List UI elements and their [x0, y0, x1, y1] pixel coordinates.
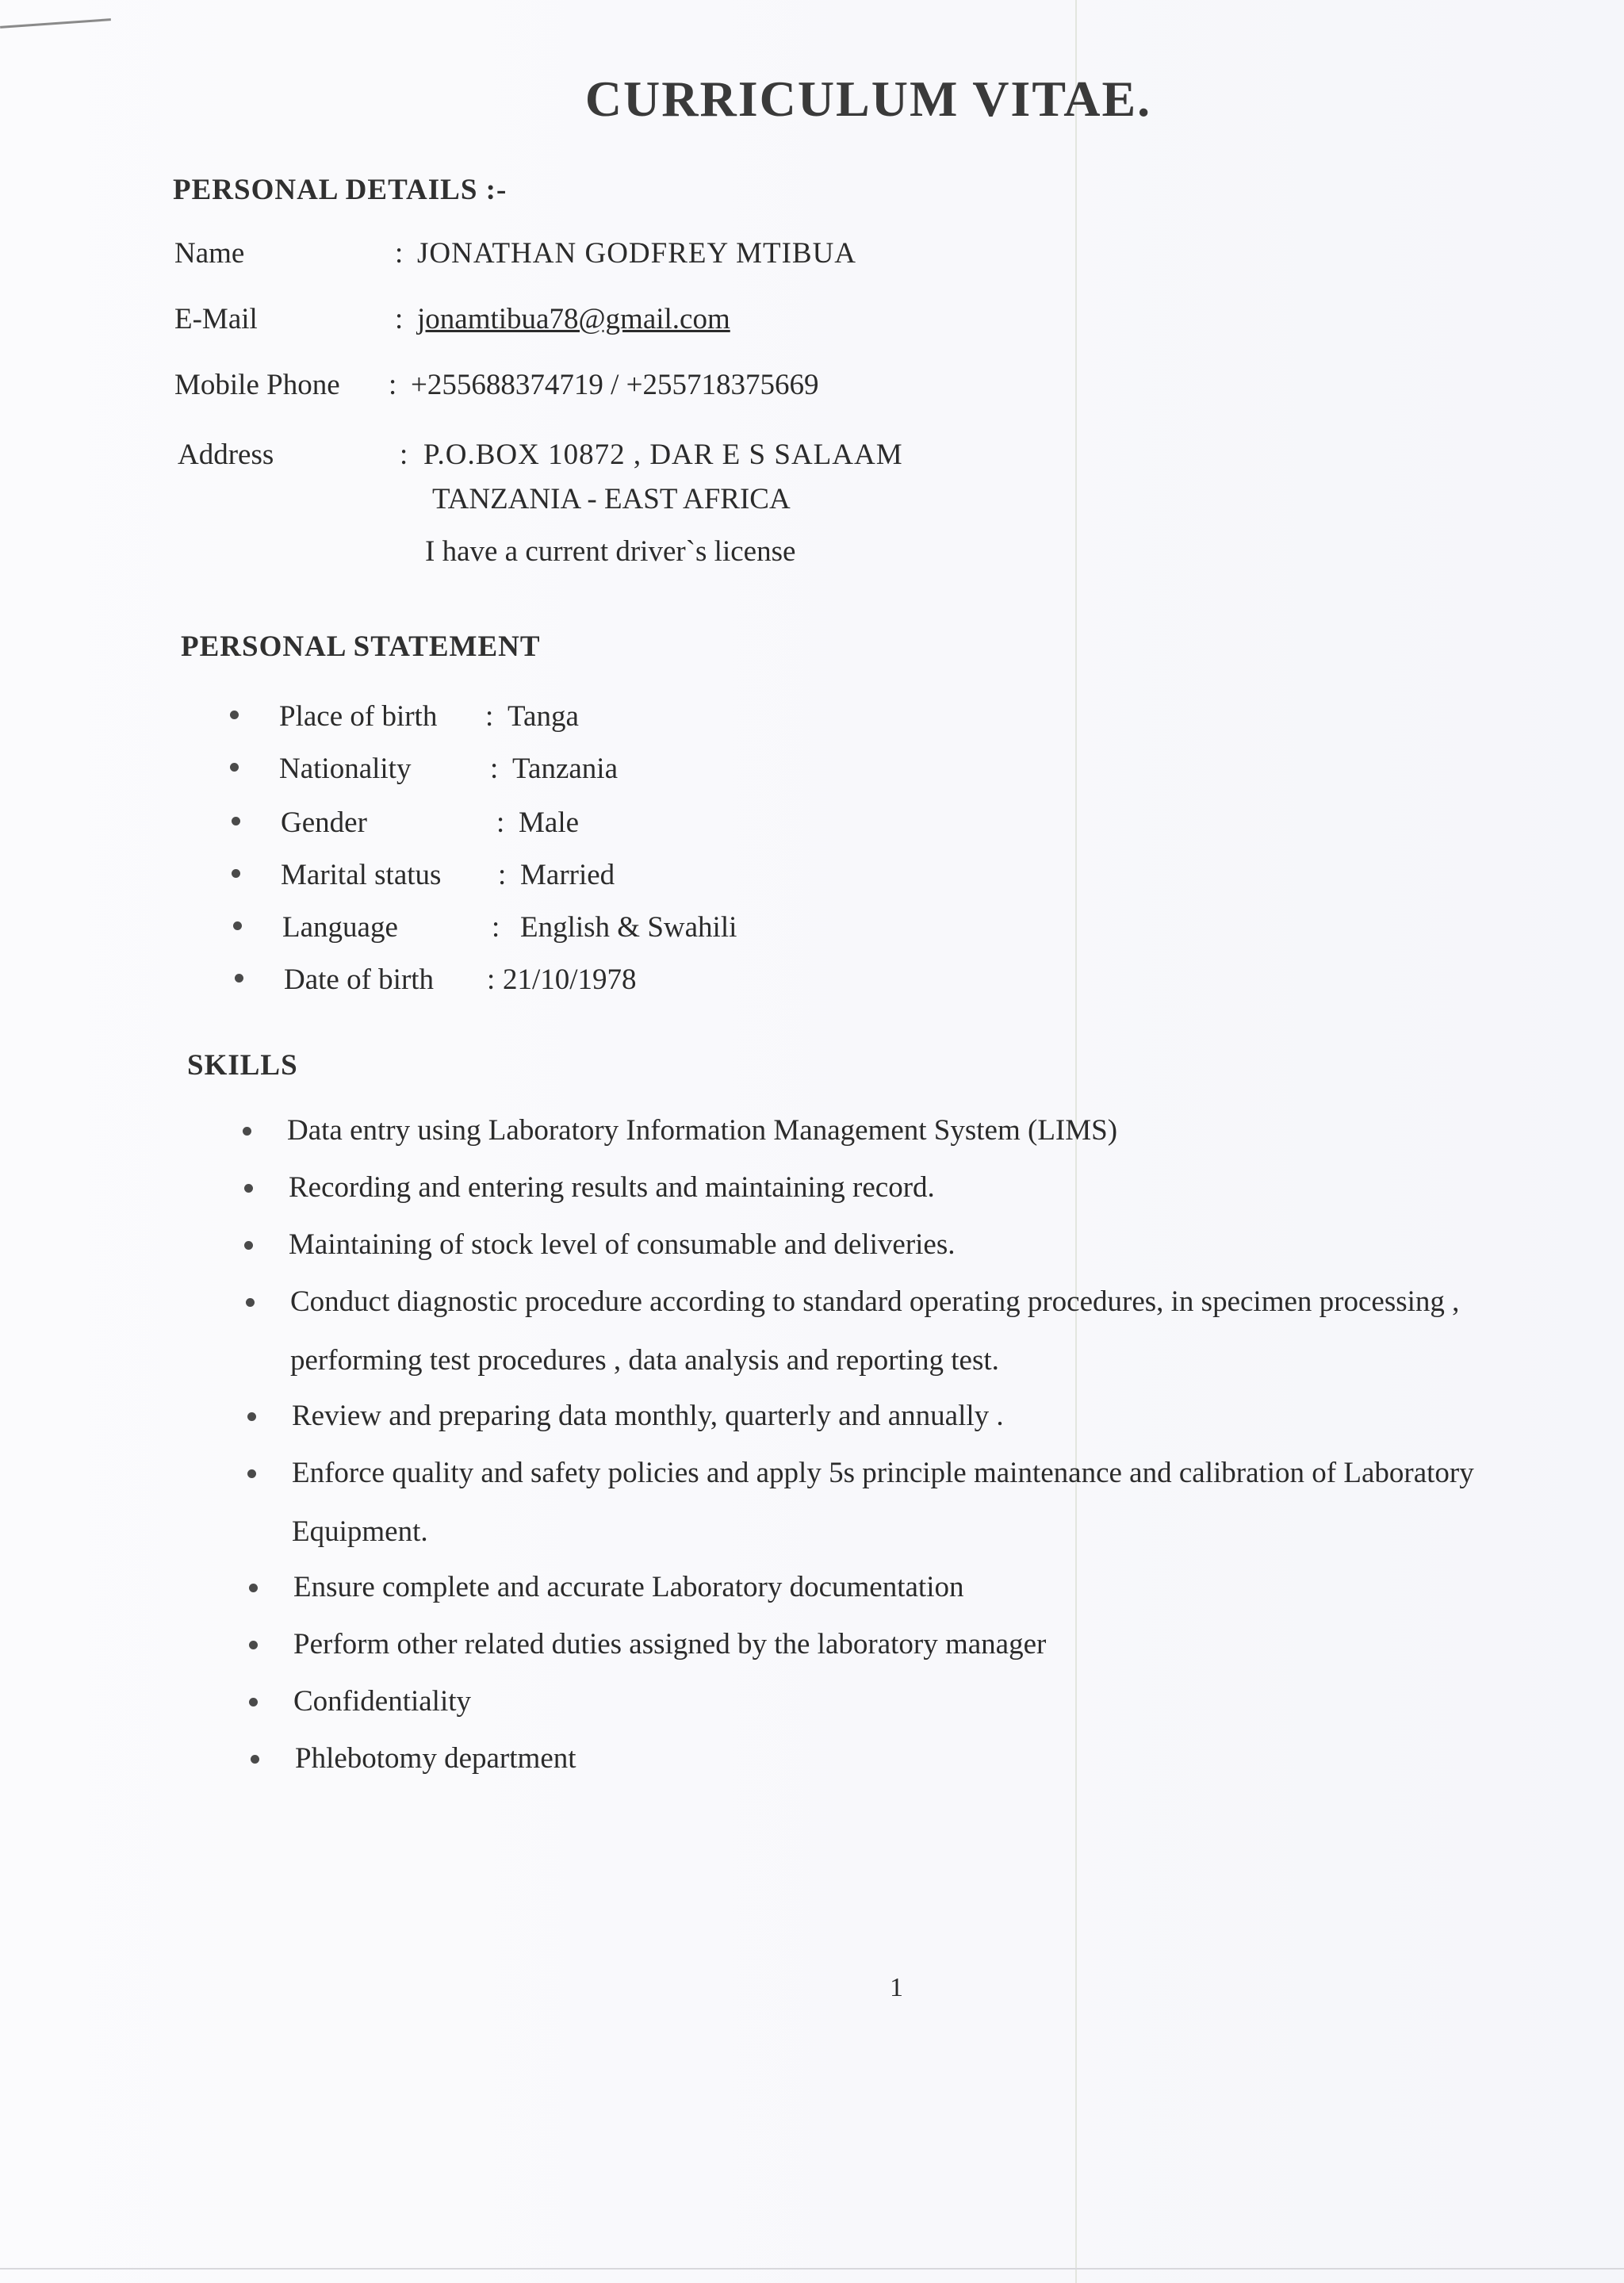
- skill-text: Confidentiality: [293, 1685, 472, 1718]
- statement-item-date-of-birth: [235, 963, 948, 1002]
- bullet-dot: [249, 1641, 258, 1649]
- statement-label: Nationality: [279, 753, 412, 785]
- skill-text: Ensure complete and accurate Laboratory documentation: [293, 1571, 964, 1603]
- statement-item-gender: [232, 806, 945, 845]
- statement-label: Place of birth: [279, 700, 438, 733]
- statement-item-nationality: [230, 752, 944, 791]
- bullet-dot: [247, 1469, 256, 1478]
- statement-separator: :: [498, 859, 507, 891]
- bullet-dot: [249, 1698, 258, 1707]
- email-link[interactable]: jonamtibua78@gmail.com: [417, 303, 730, 335]
- skill-text: Maintaining of stock level of consumable and deliveries.: [289, 1228, 956, 1261]
- bullet-dot: [249, 1584, 258, 1592]
- name-row: [174, 236, 1205, 276]
- email-separator: :: [395, 303, 404, 335]
- statement-label: Date of birth: [284, 963, 435, 996]
- page-number: 1: [890, 1973, 903, 2002]
- statement-value: Married: [520, 859, 615, 891]
- bullet-dot: [233, 921, 242, 930]
- statement-label: Language: [282, 911, 398, 944]
- phone-row: [174, 368, 1205, 408]
- address-row: [178, 438, 1208, 477]
- phone-separator: :: [389, 369, 397, 401]
- license-note: I have a current driver`s license: [425, 535, 796, 568]
- email-row: [174, 302, 1205, 342]
- skill-text: Phlebotomy department: [295, 1742, 576, 1775]
- statement-value: 21/10/1978: [503, 963, 637, 996]
- skill-text: Perform other related duties assigned by the laboratory manager: [293, 1628, 1047, 1661]
- statement-label: Marital status: [281, 859, 442, 891]
- statement-item-place-of-birth: [230, 699, 944, 739]
- address-line-2: TANZANIA - EAST AFRICA: [432, 483, 791, 515]
- statement-item-language: [233, 910, 947, 950]
- statement-value: Male: [519, 806, 580, 839]
- address-value: P.O.BOX 10872 , DAR E S SALAAM: [423, 439, 903, 471]
- bullet-dot: [243, 1127, 251, 1136]
- skill-text: Conduct diagnostic procedure according to standard operating procedures, in specimen processing , performing test procedures , data analysis and reporting test.: [290, 1285, 1460, 1377]
- statement-separator: :: [492, 911, 500, 944]
- name-value: JONATHAN GODFREY MTIBUA: [417, 237, 857, 270]
- personal-details-heading: PERSONAL DETAILS :-: [173, 174, 508, 206]
- bullet-dot: [235, 974, 243, 983]
- name-separator: :: [395, 237, 404, 270]
- phone-value: +255688374719 / +255718375669: [411, 369, 819, 401]
- name-label: Name: [174, 237, 245, 270]
- bullet-dot: [244, 1184, 253, 1193]
- phone-label: Mobile Phone: [174, 369, 340, 401]
- cv-title: CURRICULUM VITAE.: [584, 71, 1152, 127]
- personal-statement-heading: PERSONAL STATEMENT: [181, 630, 541, 663]
- address-label: Address: [178, 439, 274, 471]
- statement-separator: :: [490, 753, 499, 785]
- bullet-dot: [244, 1241, 253, 1250]
- bullet-dot: [232, 869, 240, 878]
- bullet-dot: [251, 1755, 259, 1764]
- statement-separator: :: [487, 963, 496, 996]
- skill-text: Recording and entering results and maintaining record.: [289, 1171, 935, 1204]
- bullet-dot: [247, 1412, 256, 1421]
- bullet-dot: [246, 1298, 255, 1307]
- page-bottom-edge: [0, 2268, 1624, 2270]
- bullet-dot: [232, 817, 240, 825]
- statement-label: Gender: [281, 806, 367, 839]
- statement-separator: :: [496, 806, 505, 839]
- statement-separator: :: [485, 700, 494, 733]
- statement-value: Tanga: [508, 700, 579, 733]
- bullet-dot: [230, 711, 239, 719]
- skill-text: Enforce quality and safety policies and apply 5s principle maintenance and calibration of Laboratory Equipment.: [292, 1457, 1474, 1548]
- address-separator: :: [400, 439, 408, 471]
- skills-heading: SKILLS: [187, 1049, 298, 1082]
- skill-text: Review and preparing data monthly, quarterly and annually .: [292, 1400, 1004, 1432]
- skill-text: Data entry using Laboratory Information Management System (LIMS): [287, 1114, 1118, 1147]
- email-label: E-Mail: [174, 303, 258, 335]
- statement-value: Tanzania: [512, 753, 618, 785]
- bullet-dot: [230, 763, 239, 772]
- statement-item-marital-status: [232, 858, 945, 898]
- statement-value: English & Swahili: [520, 911, 737, 944]
